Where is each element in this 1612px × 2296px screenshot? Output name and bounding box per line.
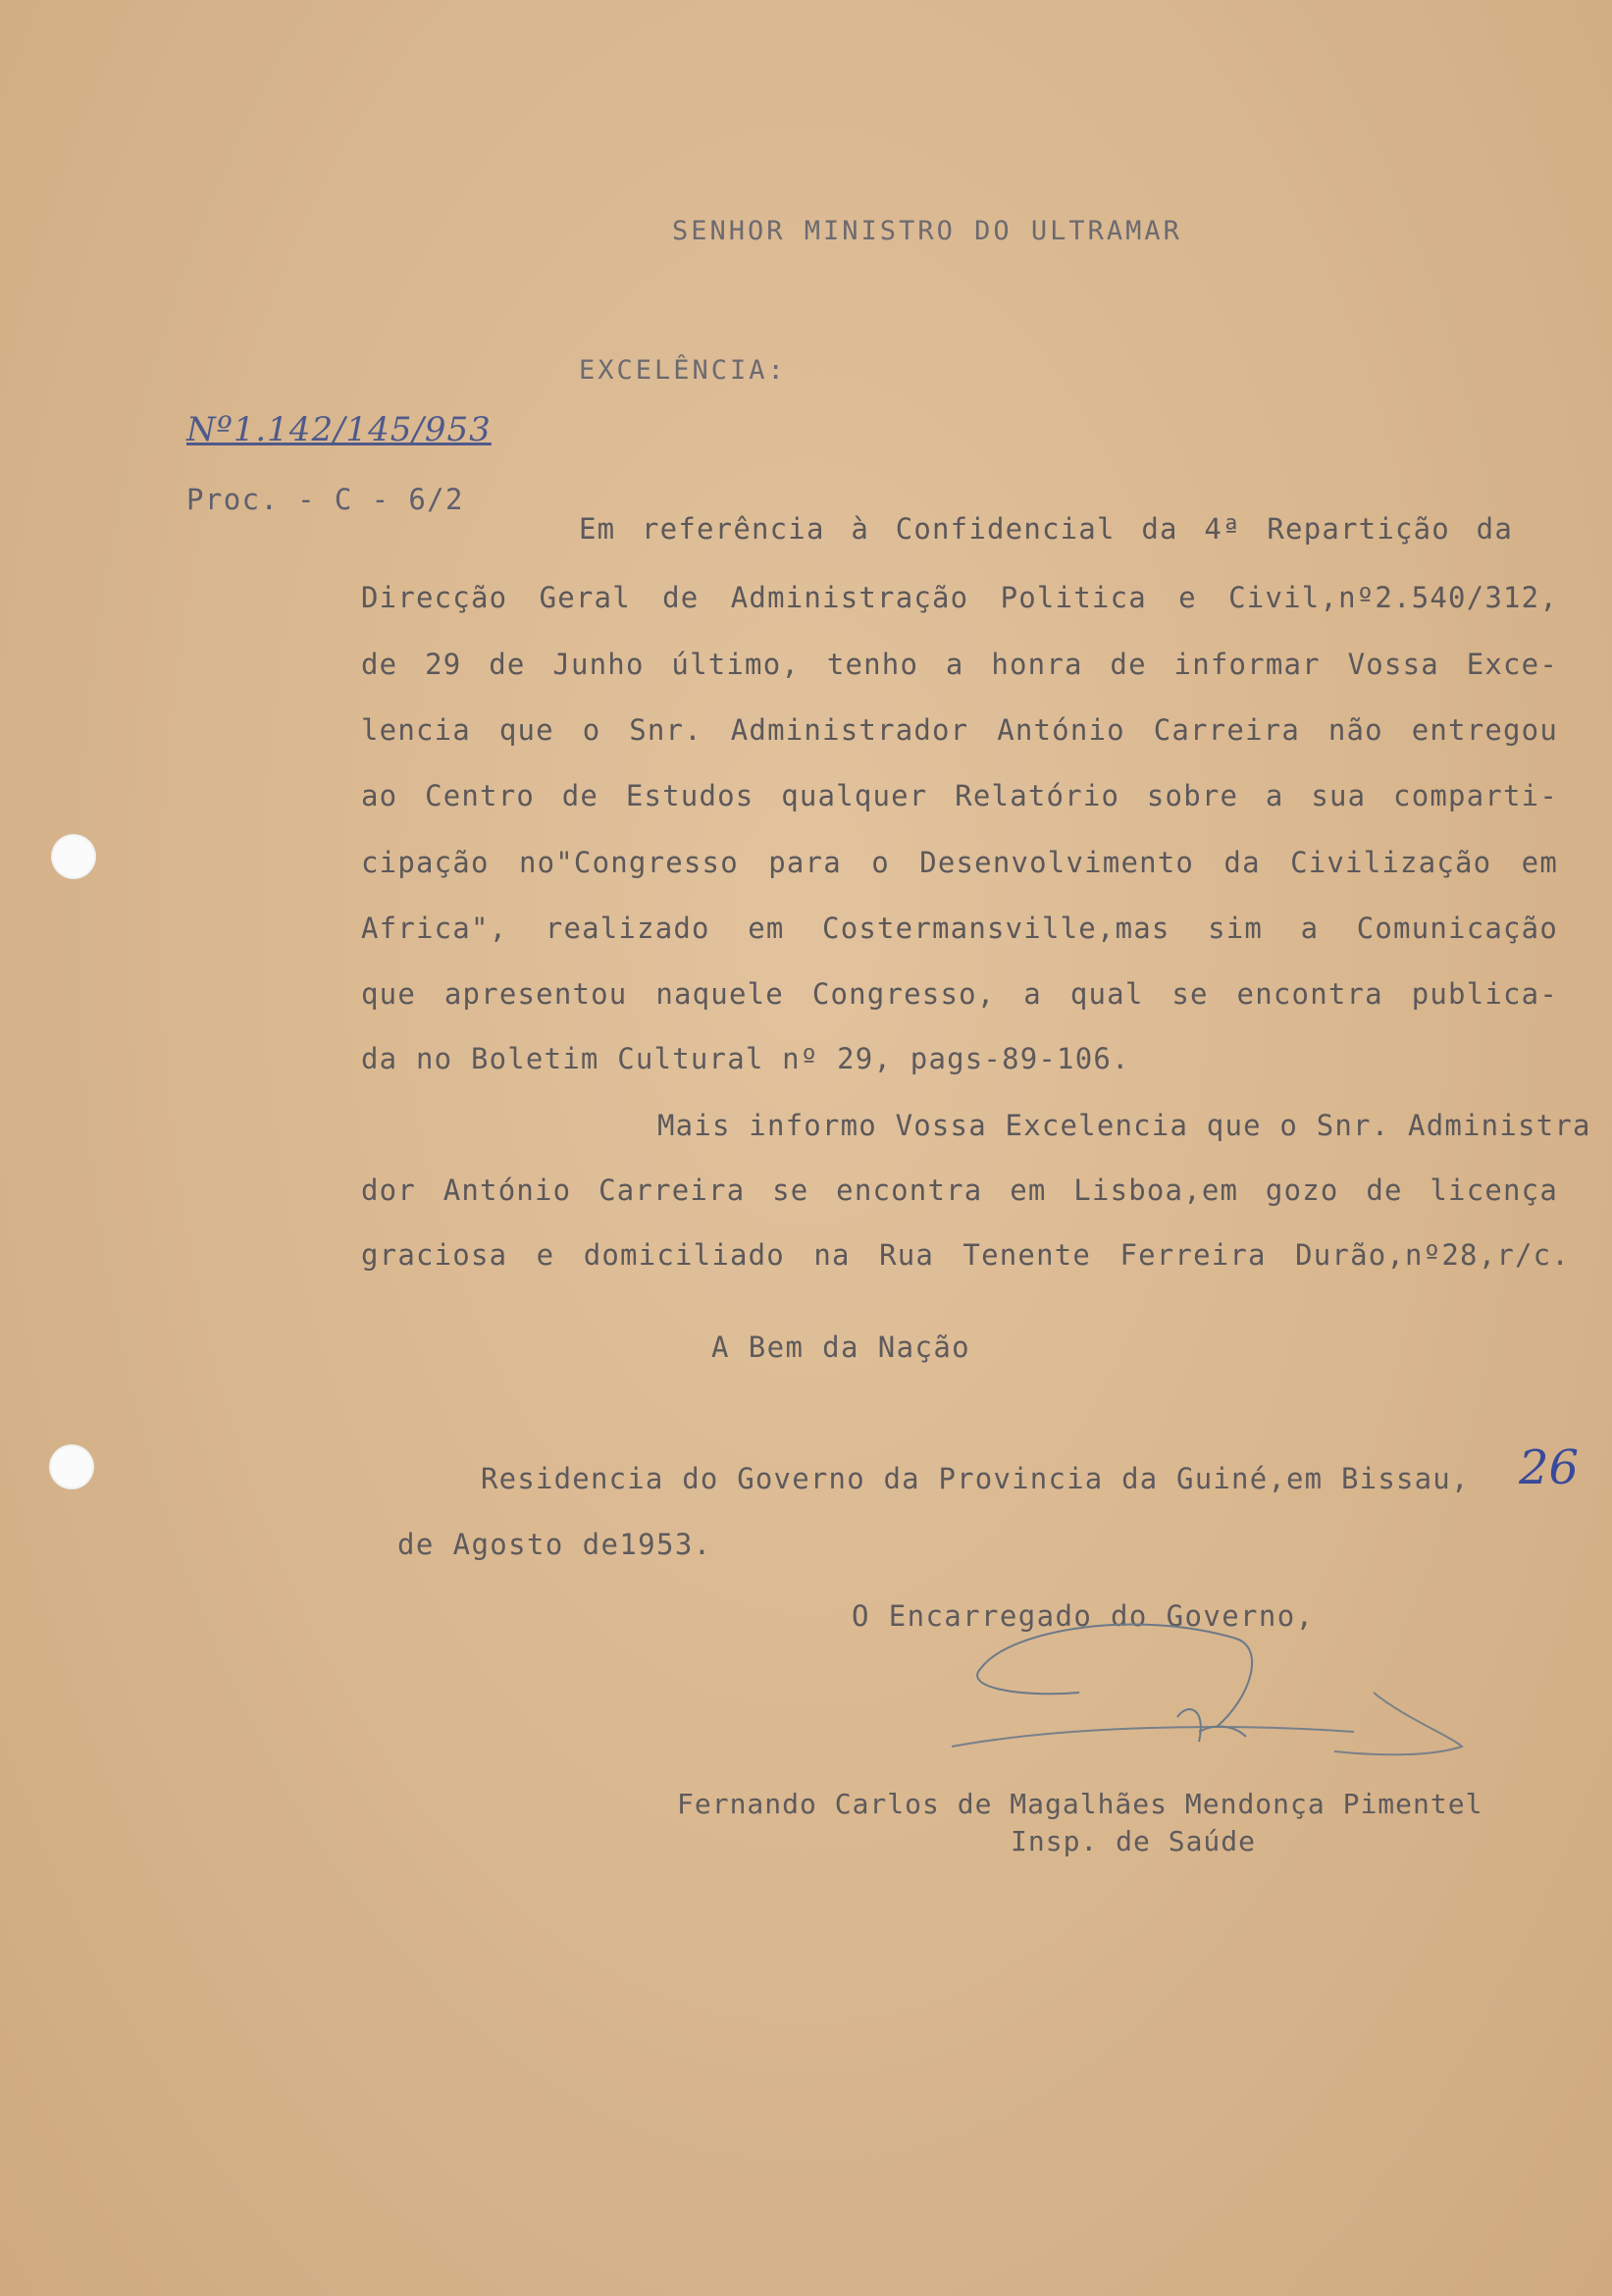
body-line-4: lencia que o Snr. Administrador António Carreira não entregou (361, 713, 1558, 747)
reference-number: Nº1.142/145/953 (186, 410, 492, 449)
body-line-2: Direcção Geral de Administração Politica e Civil,nº2.540/312, (361, 581, 1558, 614)
body-line-9: da no Boletim Cultural nº 29, pags-89-106. (361, 1042, 1130, 1075)
signatory-title: Insp. de Saúde (1011, 1825, 1257, 1857)
handwritten-signature (942, 1609, 1491, 1776)
body-line-3: de 29 de Junho último, tenho a honra de informar Vossa Exce- (361, 648, 1558, 681)
body-line-12: graciosa e domiciliado na Rua Tenente Ferreira Durão,nº28,r/c. (361, 1238, 1570, 1272)
body-line-1: Em referência à Confidencial da 4ª Repartição da (579, 512, 1513, 546)
signatory-name: Fernando Carlos de Magalhães Mendonça Pimentel (677, 1788, 1483, 1820)
signatory-role: O Encarregado do Governo, (852, 1599, 1315, 1633)
place-line-1: Residencia do Governo da Provincia da Guiné,em Bissau, (481, 1462, 1470, 1495)
body-line-6: cipação no"Congresso para o Desenvolvimento da Civilização em (361, 846, 1558, 879)
punch-hole-top (51, 834, 96, 879)
body-line-10: Mais informo Vossa Excelencia que o Snr. Administra (657, 1109, 1591, 1142)
salutation: EXCELÊNCIA: (579, 355, 787, 386)
handwritten-day: 26 (1519, 1440, 1580, 1495)
body-line-11: dor António Carreira se encontra em Lisboa,em gozo de licença (361, 1174, 1558, 1207)
body-line-7: Africa", realizado em Costermansville,mas sim a Comunicação (361, 912, 1558, 945)
body-line-8: que apresentou naquele Congresso, a qual se encontra publica- (361, 977, 1558, 1011)
addressee-heading: SENHOR MINISTRO DO ULTRAMAR (672, 216, 1182, 246)
process-reference: Proc. - C - 6/2 (186, 483, 464, 516)
place-line-2: de Agosto de1953. (397, 1528, 712, 1561)
punch-hole-bottom (49, 1444, 94, 1489)
closing-motto: A Bem da Nação (711, 1331, 971, 1364)
body-line-5: ao Centro de Estudos qualquer Relatório sobre a sua comparti- (361, 779, 1558, 812)
